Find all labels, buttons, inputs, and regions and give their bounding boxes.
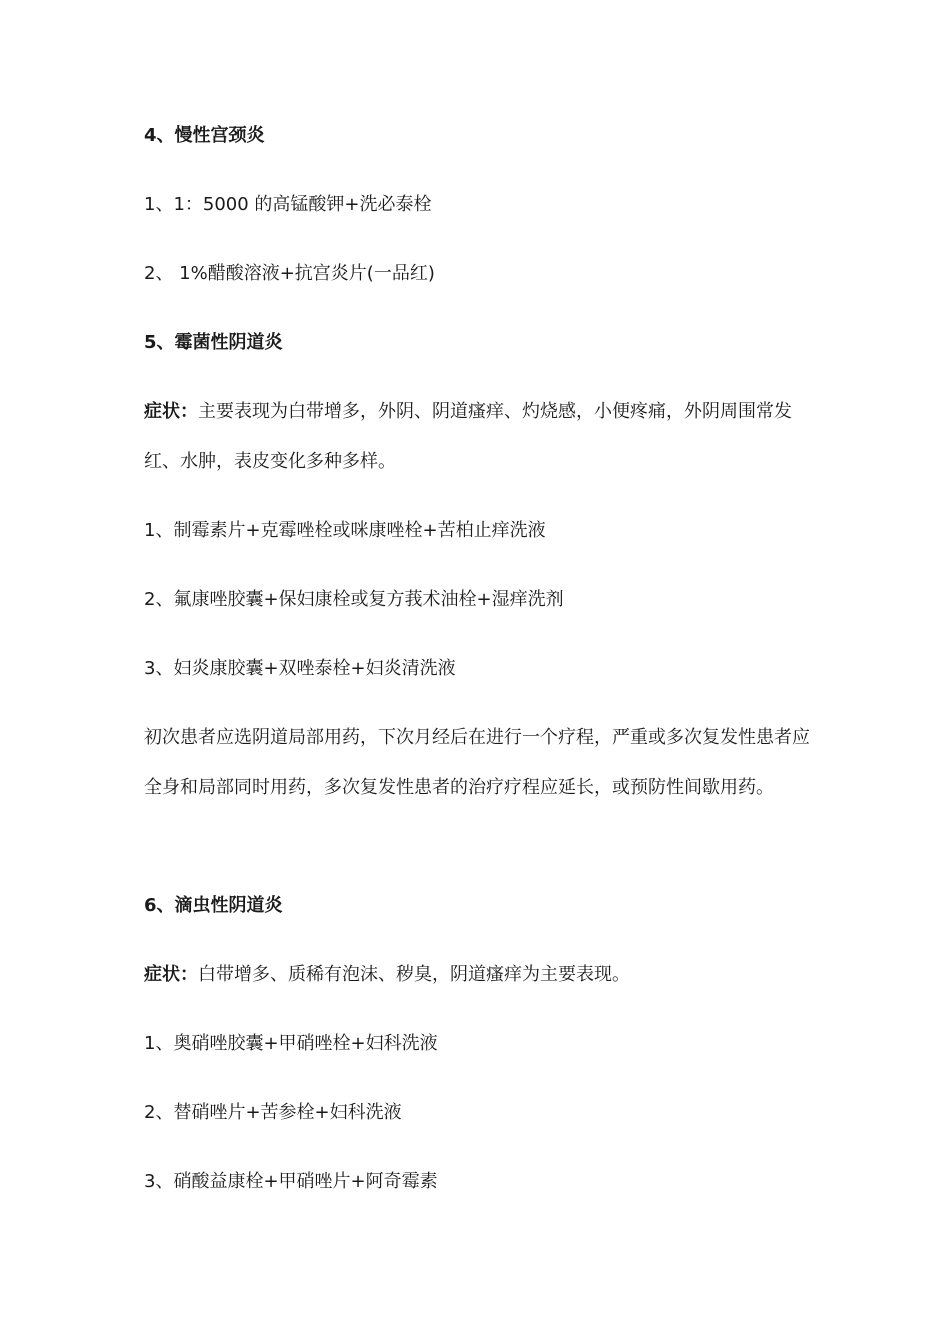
list-item: 2、替硝唑片+苦参栓+妇科洗液 bbox=[144, 1102, 402, 1123]
symptom-text: 主要表现为白带增多，外阴、阴道瘙痒、灼烧感，小便疼痛，外阴周围常发红、水肿，表皮变化多种多样。 bbox=[144, 401, 792, 472]
symptom-text: 白带增多、质稀有泡沫、秽臭，阴道瘙痒为主要表现。 bbox=[198, 964, 630, 985]
list-item: 1、1：5000 的高锰酸钾+洗必泰栓 bbox=[144, 194, 432, 215]
symptom-paragraph bbox=[144, 387, 814, 487]
symptom-label: 症状： bbox=[144, 964, 198, 985]
section-heading-fungal-vaginitis: 5、霉菌性阴道炎 bbox=[144, 332, 283, 353]
list-item: 3、妇炎康胶囊+双唑泰栓+妇炎清洗液 bbox=[144, 658, 456, 679]
list-item: 1、奥硝唑胶囊+甲硝唑栓+妇科洗液 bbox=[144, 1033, 438, 1054]
symptom-label: 症状： bbox=[144, 401, 198, 422]
section-heading-chronic-cervicitis: 4、慢性宫颈炎 bbox=[144, 125, 265, 146]
symptom-paragraph bbox=[144, 963, 814, 987]
section-heading-trichomonas-vaginitis: 6、滴虫性阴道炎 bbox=[144, 895, 283, 916]
list-item: 3、硝酸益康栓+甲硝唑片+阿奇霉素 bbox=[144, 1171, 438, 1192]
treatment-note-paragraph: 初次患者应选阴道局部用药，下次月经后在进行一个疗程，严重或多次复发性患者应全身和局部同时用药，多次复发性患者的治疗疗程应延长，或预防性间歇用药。 bbox=[144, 727, 810, 798]
list-item: 1、制霉素片+克霉唑栓或咪康唑栓+苦柏止痒洗液 bbox=[144, 520, 546, 541]
list-item: 2、氟康唑胶囊+保妇康栓或复方莪术油栓+湿痒洗剂 bbox=[144, 589, 564, 610]
list-item: 2、 1%醋酸溶液+抗宫炎片(一品红) bbox=[144, 263, 435, 284]
